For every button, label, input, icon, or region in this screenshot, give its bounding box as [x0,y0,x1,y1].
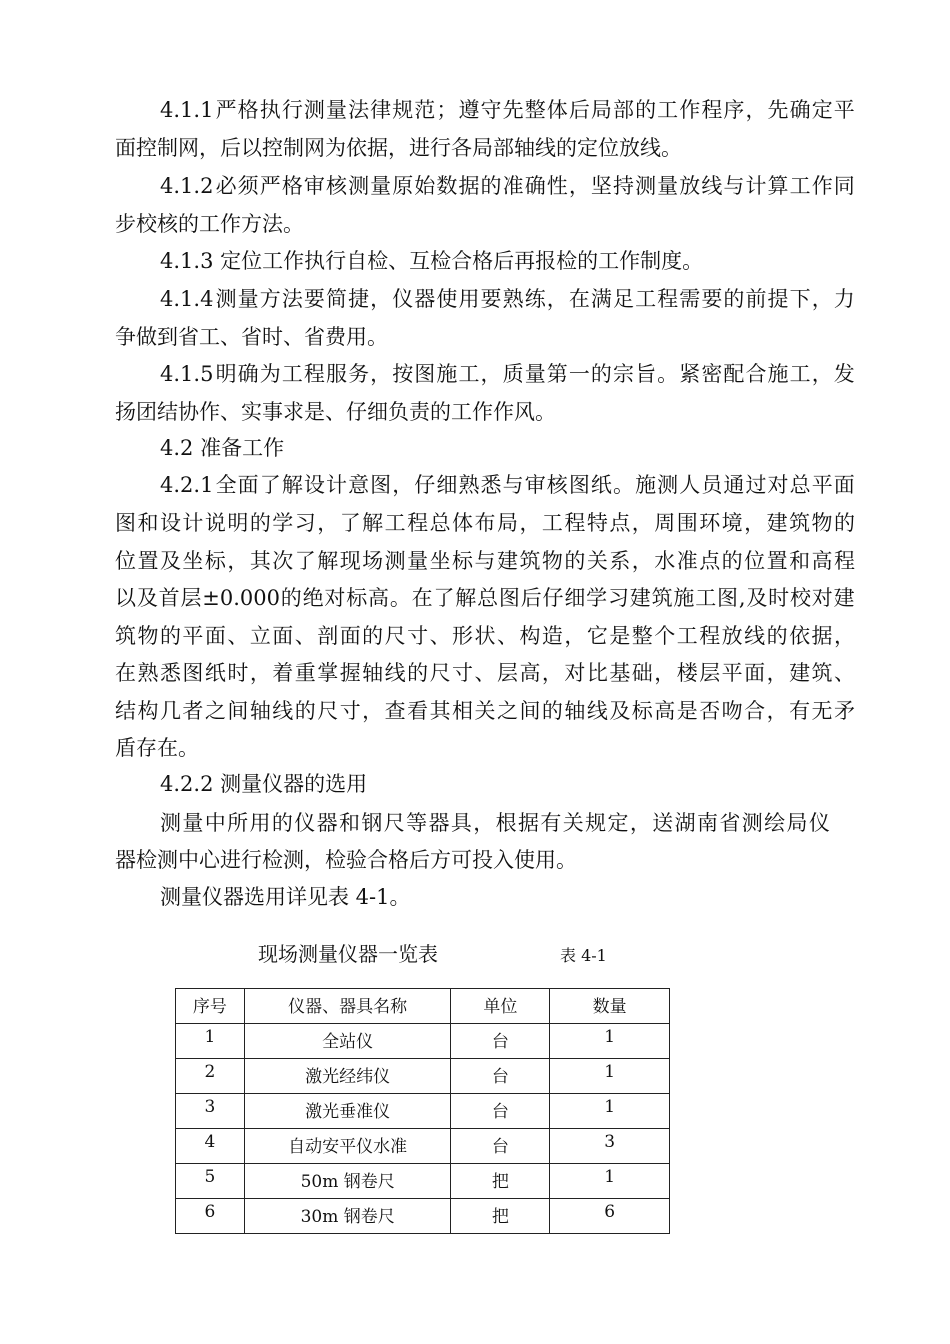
text-line: 争做到省工、省时、省费用。 [115,325,388,349]
table-row [176,1094,670,1129]
table-cell: 1 [550,1164,670,1199]
text-line: 4.2 准备工作 [160,436,285,460]
text-line: 步校核的工作方法。 [115,212,304,236]
text-line: 位 置 及 坐 标 ， 其 次 了 解 现 场 测 量 坐 标 与 建 筑 物 的 关 系 ， 水 准 点 的 位 置 和 高 程 [115,549,855,573]
header-cell: 数量 [550,989,670,1024]
text-line: 4.1.1 严 格 执 行 测 量 法 律 规 范 ； 遵 守 先 整 体 后 局 部 的 工 作 程 序 ， 先 确 定 平 [160,98,855,122]
table-cell: 3 [550,1129,670,1164]
table-cell: 6 [176,1199,245,1234]
text-line: 4.2.1 全 面 了 解 设 计 意 图 ， 仔 细 熟 悉 与 审 核 图 纸 。 施 测 人 员 通 过 对 总 平 面 [160,473,855,497]
instrument-table [175,988,670,1234]
table-cell: 把 [451,1199,550,1234]
table-cell: 激光垂准仪 [244,1094,451,1129]
text-line: 4.1.3 定位工作执行自检、互检合格后再报检的工作制度。 [160,249,704,273]
table-cell: 1 [550,1024,670,1059]
table-cell: 1 [550,1094,670,1129]
text-line: 4.1.4 测 量 方 法 要 简 捷 ， 仪 器 使 用 要 熟 练 ， 在 满 足 工 程 需 要 的 前 提 下 ， 力 [160,287,855,311]
table-cell: 5 [176,1164,245,1199]
table-cell: 6 [550,1199,670,1234]
header-cell: 序号 [176,989,245,1024]
text-line: 盾存在。 [115,736,199,760]
table-cell: 2 [176,1059,245,1094]
table-row [176,1129,670,1164]
text-line: 以 及 首 层 ±0.000 的 绝 对 标 高 。 在 了 解 总 图 后 仔 细 学 习 建 筑 施 工 图 , 及 时 校 对 建 [115,586,855,610]
text-line: 测 量 中 所 用 的 仪 器 和 钢 尺 等 器 具 ， 根 据 有 关 规 定 ， 送 湖 南 省 测 绘 局 仪 [160,811,830,835]
table-cell: 台 [451,1024,550,1059]
table-row [176,1164,670,1199]
table-cell: 台 [451,1094,550,1129]
table-cell: 台 [451,1129,550,1164]
table-number: 表 4-1 [560,946,607,965]
text-line: 4.1.2 必 须 严 格 审 核 测 量 原 始 数 据 的 准 确 性 ， 坚 持 测 量 放 线 与 计 算 工 作 同 [160,174,855,198]
header-cell: 单位 [451,989,550,1024]
table-cell: 激光经纬仪 [244,1059,451,1094]
table-cell: 30m 钢卷尺 [244,1199,451,1234]
table-cell: 自动安平仪水准 [244,1129,451,1164]
table-cell: 4 [176,1129,245,1164]
table-row [176,1199,670,1234]
table-cell: 把 [451,1164,550,1199]
text-line: 4.2.2 测量仪器的选用 [160,772,368,796]
text-line: 结 构 几 者 之 间 轴 线 的 尺 寸 ， 查 看 其 相 关 之 间 的 轴 线 及 标 高 是 否 吻 合 ， 有 无 矛 [115,699,855,723]
table-cell: 台 [451,1059,550,1094]
text-line: 面控制网，后以控制网为依据，进行各局部轴线的定位放线。 [115,136,682,160]
table-cell: 1 [176,1024,245,1059]
table-cell: 3 [176,1094,245,1129]
table-row [176,1024,670,1059]
text-line: 扬团结协作、实事求是、仔细负责的工作作风。 [115,400,556,424]
text-line: 4.1.5 明 确 为 工 程 服 务 ， 按 图 施 工 ， 质 量 第 一 的 宗 旨 。 紧 密 配 合 施 工 ， 发 [160,362,855,386]
text-line: 测量仪器选用详见表 4-1。 [160,885,411,909]
table-header-row [176,989,670,1024]
table-cell: 1 [550,1059,670,1094]
table-cell: 全站仪 [244,1024,451,1059]
text-line: 在 熟 悉 图 纸 时 ， 着 重 掌 握 轴 线 的 尺 寸 、 层 高 ， 对 比 基 础 ， 楼 层 平 面 ， 建 筑 、 [115,661,855,685]
text-line: 筑 物 的 平 面 、 立 面 、 剖 面 的 尺 寸 、 形 状 、 构 造 ， 它 是 整 个 工 程 放 线 的 依 据 ， [115,624,855,648]
table-row [176,1059,670,1094]
text-line: 图 和 设 计 说 明 的 学 习 ， 了 解 工 程 总 体 布 局 ， 工 程 特 点 ， 周 围 环 境 ， 建 筑 物 的 [115,511,855,535]
table-cell: 50m 钢卷尺 [244,1164,451,1199]
text-line: 器检测中心进行检测，检验合格后方可投入使用。 [115,848,577,872]
table-caption: 现场测量仪器一览表 [258,942,438,966]
header-cell: 仪器、器具名称 [244,989,451,1024]
